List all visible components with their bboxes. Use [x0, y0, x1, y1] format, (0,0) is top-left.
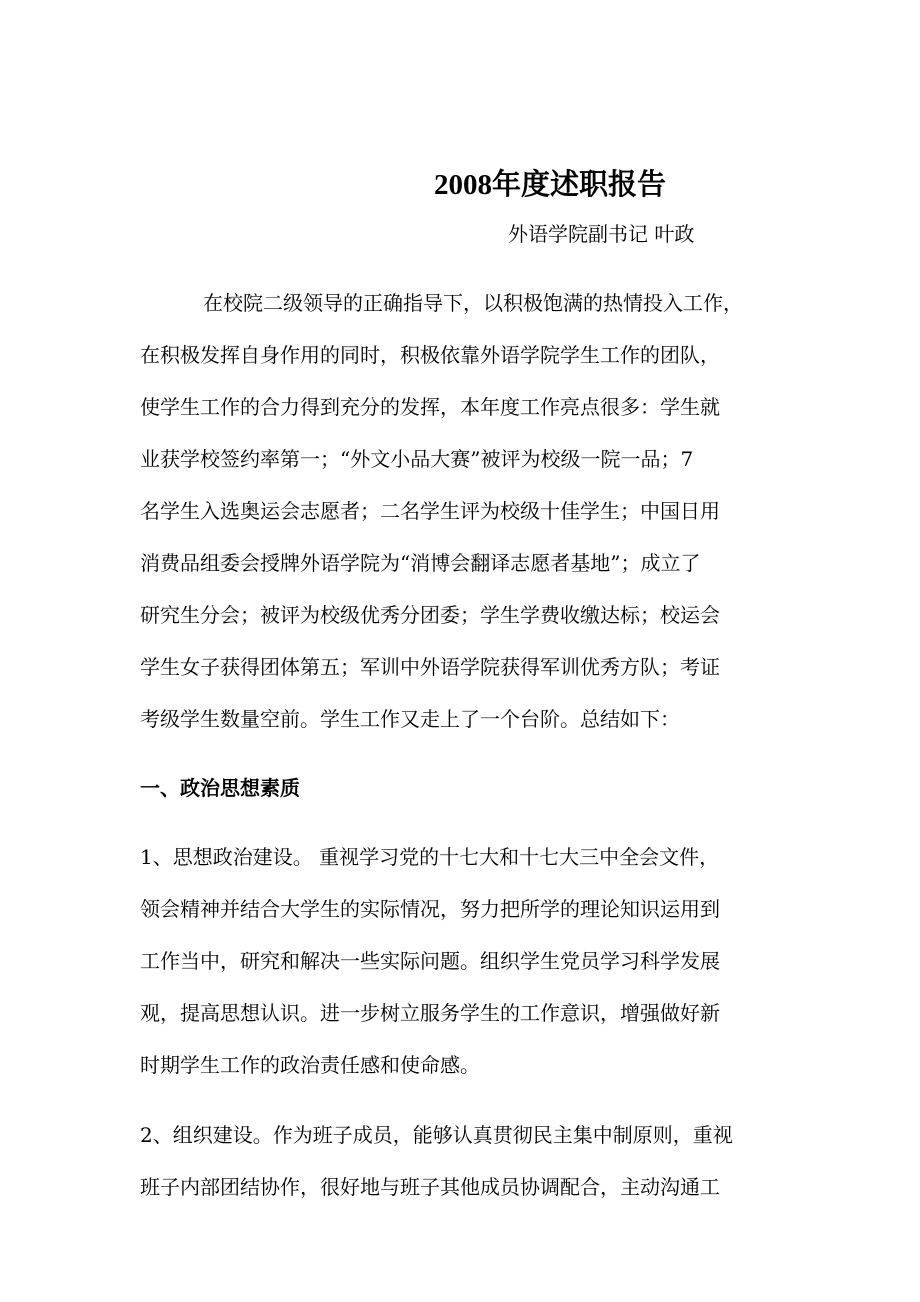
- item2-line-1: 2、组织建设。作为班子成员，能够认真贯彻民主集中制原则，重视: [140, 1123, 733, 1147]
- intro-line-8: 学生女子获得团体第五；军训中外语学院获得军训优秀方队；考证: [140, 655, 720, 679]
- item1-line-3: 工作当中，研究和解决一些实际问题。组织学生党员学习科学发展: [140, 949, 720, 973]
- intro-line-5: 名学生入选奥运会志愿者；二名学生评为校级十佳学生；中国日用: [140, 499, 720, 523]
- intro-line-3: 使学生工作的合力得到充分的发挥，本年度工作亮点很多：学生就: [140, 395, 720, 419]
- item1-line-5: 时期学生工作的政治责任感和使命感。: [140, 1053, 480, 1077]
- intro-line-2: 在积极发挥自身作用的同时，积极依靠外语学院学生工作的团队，: [140, 343, 720, 367]
- item1-line-1: 1、思想政治建设。 重视学习党的十七大和十七大三中全会文件，: [140, 845, 720, 869]
- section-heading-1: 一、政治思想素质: [140, 776, 300, 800]
- item1-line-2: 领会精神并结合大学生的实际情况，努力把所学的理论知识运用到: [140, 897, 720, 921]
- author-line: 外语学院副书记 叶政: [508, 222, 695, 246]
- intro-line-1: 在校院二级领导的正确指导下，以积极饱满的热情投入工作，: [203, 291, 743, 315]
- item2-line-2: 班子内部团结协作，很好地与班子其他成员协调配合，主动沟通工: [140, 1175, 720, 1199]
- intro-line-6: 消费品组委会授牌外语学院为“消博会翻译志愿者基地”；成立了: [140, 551, 701, 575]
- intro-line-7: 研究生分会；被评为校级优秀分团委；学生学费收缴达标；校运会: [140, 603, 720, 627]
- document-title: [0, 162, 920, 203]
- intro-line-4: 业获学校签约率第一；“外文小品大赛”被评为校级一院一品；7: [140, 447, 694, 471]
- intro-line-9: 考级学生数量空前。学生工作又走上了一个台阶。总结如下：: [140, 707, 680, 731]
- title-text: 年度述职报告: [491, 167, 666, 201]
- item1-line-4: 观，提高思想认识。进一步树立服务学生的工作意识，增强做好新: [140, 1001, 720, 1025]
- title-year: 2008: [433, 169, 492, 201]
